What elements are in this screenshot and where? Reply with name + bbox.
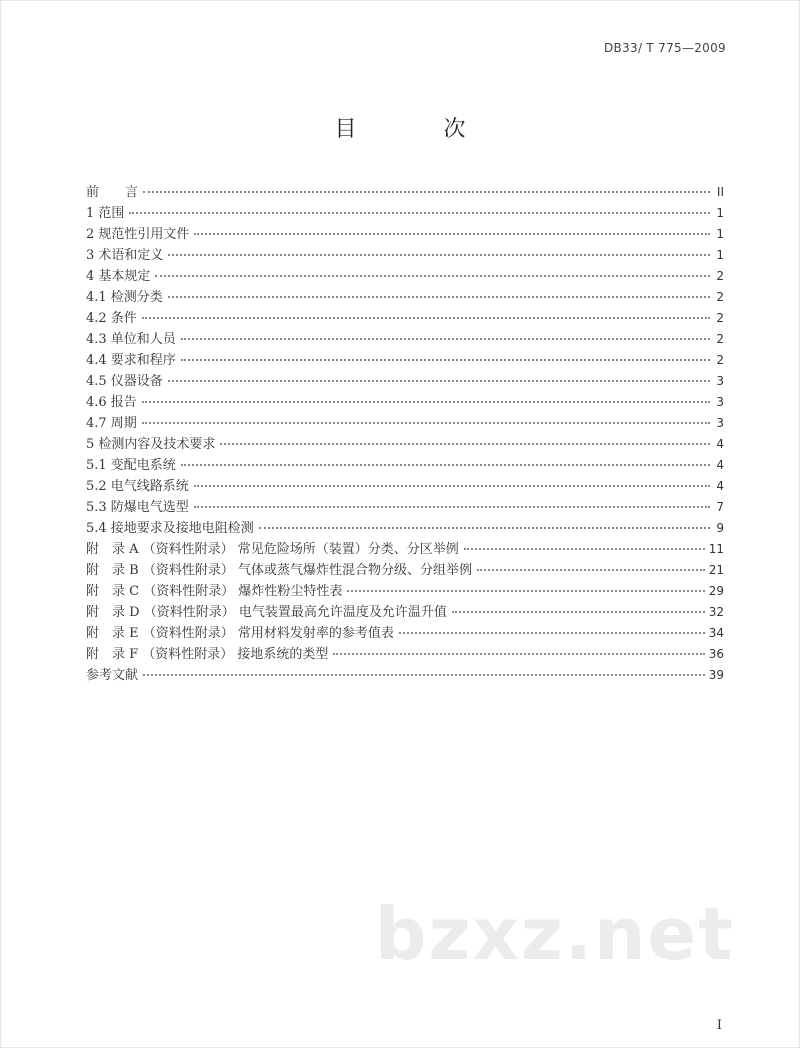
toc-entry-page: 1 xyxy=(716,206,724,220)
toc-entry-label: 1 范围 xyxy=(86,206,125,221)
toc-entry-page: 1 xyxy=(716,227,724,241)
toc-entry-page: 4 xyxy=(716,479,724,493)
toc-entry[interactable] xyxy=(86,224,724,245)
toc-entry[interactable] xyxy=(86,203,724,224)
toc-entry-page: 11 xyxy=(708,542,724,556)
toc-entry-label: 4.5 仪器设备 xyxy=(86,374,163,389)
toc-entry[interactable] xyxy=(86,560,724,581)
toc-entry-label: 5.3 防爆电气选型 xyxy=(86,500,189,515)
toc-entry-page: 34 xyxy=(708,626,724,640)
toc-entry-label: 附 录 E （资料性附录） 常用材料发射率的参考值表 xyxy=(86,626,394,641)
toc-entry-page: 39 xyxy=(708,668,724,682)
toc-entry-page: 1 xyxy=(716,248,724,262)
toc-entry-label: 5.2 电气线路系统 xyxy=(86,479,189,494)
toc-entry-label: 3 术语和定义 xyxy=(86,248,164,263)
toc-entry-label: 5.1 变配电系统 xyxy=(86,458,176,473)
toc-entry[interactable] xyxy=(86,581,724,602)
dot-leader xyxy=(181,359,710,361)
toc-entry[interactable] xyxy=(86,665,724,686)
table-of-contents xyxy=(86,182,724,686)
toc-entry[interactable] xyxy=(86,623,724,644)
toc-entry-label: 4.7 周期 xyxy=(86,416,137,431)
dot-leader xyxy=(452,611,705,613)
toc-entry-page: 29 xyxy=(708,584,724,598)
document-code: DB33/ T 775—2009 xyxy=(604,41,726,55)
toc-entry-page: 21 xyxy=(708,563,724,577)
toc-entry-label: 前 言 xyxy=(86,185,139,200)
toc-entry[interactable] xyxy=(86,371,724,392)
dot-leader xyxy=(168,380,710,382)
dot-leader xyxy=(333,653,704,655)
toc-entry[interactable] xyxy=(86,518,724,539)
toc-entry[interactable] xyxy=(86,497,724,518)
toc-entry[interactable] xyxy=(86,350,724,371)
watermark: bzxz.net xyxy=(375,892,735,976)
toc-entry-page: II xyxy=(716,185,724,199)
dot-leader xyxy=(399,632,705,634)
dot-leader xyxy=(181,464,710,466)
toc-entry-page: 7 xyxy=(716,500,724,514)
dot-leader xyxy=(259,527,710,529)
dot-leader xyxy=(155,275,710,277)
page-number: I xyxy=(716,1018,722,1033)
toc-entry-label: 4 基本规定 xyxy=(86,269,151,284)
toc-entry-label: 4.4 要求和程序 xyxy=(86,353,176,368)
toc-entry-page: 2 xyxy=(716,353,724,367)
dot-leader xyxy=(194,233,710,235)
toc-entry-label: 4.2 条件 xyxy=(86,311,137,326)
toc-entry-label: 附 录 B （资料性附录） 气体或蒸气爆炸性混合物分级、分组举例 xyxy=(86,563,472,578)
toc-entry-page: 2 xyxy=(716,290,724,304)
dot-leader xyxy=(168,296,710,298)
toc-entry-label: 参考文献 xyxy=(86,668,139,683)
toc-entry[interactable] xyxy=(86,602,724,623)
toc-entry[interactable] xyxy=(86,455,724,476)
toc-entry[interactable] xyxy=(86,308,724,329)
dot-leader xyxy=(181,338,710,340)
toc-entry-page: 36 xyxy=(708,647,724,661)
dot-leader xyxy=(143,191,710,193)
toc-entry-page: 3 xyxy=(716,374,724,388)
toc-entry[interactable] xyxy=(86,392,724,413)
dot-leader xyxy=(194,485,710,487)
dot-leader xyxy=(142,401,710,403)
toc-entry[interactable] xyxy=(86,329,724,350)
dot-leader xyxy=(142,317,710,319)
dot-leader xyxy=(347,590,704,592)
toc-entry-page: 3 xyxy=(716,416,724,430)
toc-entry[interactable] xyxy=(86,182,724,203)
dot-leader xyxy=(143,674,705,676)
dot-leader xyxy=(129,212,710,214)
toc-entry-label: 附 录 C （资料性附录） 爆炸性粉尘特性表 xyxy=(86,584,343,599)
toc-entry-label: 5 检测内容及技术要求 xyxy=(86,437,216,452)
toc-entry-label: 4.1 检测分类 xyxy=(86,290,163,305)
toc-entry[interactable] xyxy=(86,644,724,665)
toc-entry-label: 附 录 A （资料性附录） 常见危险场所（装置）分类、分区举例 xyxy=(86,542,459,557)
toc-entry[interactable] xyxy=(86,413,724,434)
toc-entry-page: 3 xyxy=(716,395,724,409)
dot-leader xyxy=(220,443,710,445)
dot-leader xyxy=(464,548,705,550)
toc-entry-label: 4.3 单位和人员 xyxy=(86,332,176,347)
toc-entry-page: 9 xyxy=(716,521,724,535)
toc-entry[interactable] xyxy=(86,476,724,497)
toc-entry-page: 32 xyxy=(708,605,724,619)
dot-leader xyxy=(194,506,710,508)
dot-leader xyxy=(168,254,710,256)
page-title: 目 次 xyxy=(334,117,506,142)
toc-entry-page: 2 xyxy=(716,311,724,325)
toc-entry-label: 附 录 F （资料性附录） 接地系统的类型 xyxy=(86,647,329,662)
toc-entry[interactable] xyxy=(86,245,724,266)
toc-entry[interactable] xyxy=(86,539,724,560)
toc-entry-label: 4.6 报告 xyxy=(86,395,137,410)
toc-entry[interactable] xyxy=(86,434,724,455)
toc-entry-page: 2 xyxy=(716,332,724,346)
toc-entry-page: 4 xyxy=(716,458,724,472)
toc-entry-label: 附 录 D （资料性附录） 电气装置最高允许温度及允许温升值 xyxy=(86,605,447,620)
toc-entry[interactable] xyxy=(86,287,724,308)
toc-entry-page: 2 xyxy=(716,269,724,283)
toc-entry-label: 5.4 接地要求及接地电阻检测 xyxy=(86,521,254,536)
toc-entry-label: 2 规范性引用文件 xyxy=(86,227,190,242)
toc-entry-page: 4 xyxy=(716,437,724,451)
toc-entry[interactable] xyxy=(86,266,724,287)
dot-leader xyxy=(477,569,705,571)
dot-leader xyxy=(142,422,710,424)
